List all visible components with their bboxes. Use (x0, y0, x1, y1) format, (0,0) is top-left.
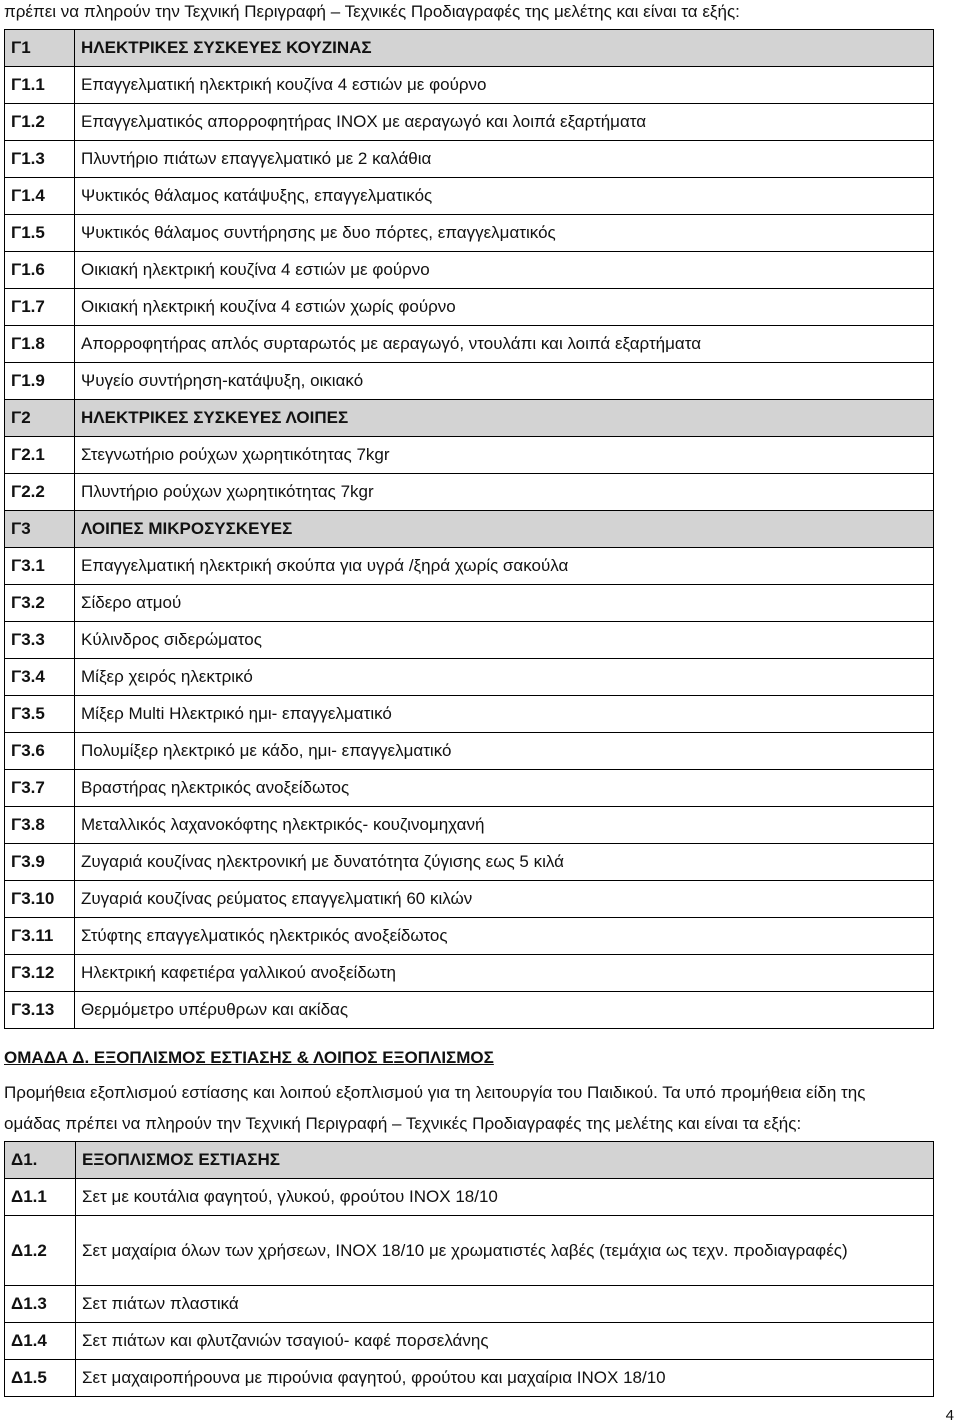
equipment-table-d (4, 1141, 934, 1397)
table-row (5, 141, 934, 178)
table-row (5, 1179, 934, 1216)
item-description: Πλυντήριο ρούχων χωρητικότητας 7kgr (75, 474, 934, 511)
table-section-header (5, 30, 934, 67)
item-code: Γ1.3 (5, 141, 75, 178)
table-row (5, 918, 934, 955)
item-description: Σετ με κουτάλια φαγητού, γλυκού, φρούτου INOX 18/10 (76, 1179, 934, 1216)
table-row (5, 881, 934, 918)
item-code: Γ1.5 (5, 215, 75, 252)
item-code: Γ3.5 (5, 696, 75, 733)
item-code: Γ3.11 (5, 918, 75, 955)
item-description: ΗΛΕΚΤΡΙΚΕΣ ΣΥΣΚΕΥΕΣ ΛΟΙΠΕΣ (75, 400, 934, 437)
item-description: Μεταλλικός λαχανοκόφτης ηλεκτρικός- κουζινομηχανή (75, 807, 934, 844)
table-row (5, 733, 934, 770)
item-code: Γ1.4 (5, 178, 75, 215)
item-description: Μίξερ Multi Ηλεκτρικό ημι- επαγγελματικό (75, 696, 934, 733)
item-description: Επαγγελματική ηλεκτρική κουζίνα 4 εστιών με φούρνο (75, 67, 934, 104)
item-code: Γ3.12 (5, 955, 75, 992)
item-code: Γ3.2 (5, 585, 75, 622)
item-description: Στύφτης επαγγελματικός ηλεκτρικός ανοξείδωτος (75, 918, 934, 955)
table-section-header (5, 400, 934, 437)
item-code: Γ3.6 (5, 733, 75, 770)
item-description: Ζυγαριά κουζίνας ηλεκτρονική με δυνατότητα ζύγισης εως 5 κιλά (75, 844, 934, 881)
table-row (5, 548, 934, 585)
item-description: Επαγγελματική ηλεκτρική σκούπα για υγρά /ξηρά χωρίς σακούλα (75, 548, 934, 585)
item-description: Κύλινδρος σιδερώματος (75, 622, 934, 659)
item-description: Σετ πιάτων πλαστικά (76, 1286, 934, 1323)
item-description: Επαγγελματικός απορροφητήρας INOX με αεραγωγό και λοιπά εξαρτήματα (75, 104, 934, 141)
item-description: Απορροφητήρας απλός συρταρωτός με αεραγωγό, ντουλάπι και λοιπά εξαρτήματα (75, 326, 934, 363)
table-row (5, 104, 934, 141)
table-row (5, 622, 934, 659)
item-description: Μίξερ χειρός ηλεκτρικό (75, 659, 934, 696)
table-row (5, 659, 934, 696)
item-description: ΗΛΕΚΤΡΙΚΕΣ ΣΥΣΚΕΥΕΣ ΚΟΥΖΙΝΑΣ (75, 30, 934, 67)
item-description: ΛΟΙΠΕΣ ΜΙΚΡΟΣΥΣΚΕΥΕΣ (75, 511, 934, 548)
item-code: Δ1.5 (5, 1360, 76, 1397)
item-description: Ηλεκτρική καφετιέρα γαλλικού ανοξείδωτη (75, 955, 934, 992)
table-row (5, 1216, 934, 1286)
item-code: Γ1.7 (5, 289, 75, 326)
table-row (5, 437, 934, 474)
item-description: Ψυκτικός θάλαμος κατάψυξης, επαγγελματικός (75, 178, 934, 215)
table-row (5, 807, 934, 844)
table-section-header (5, 1142, 934, 1179)
item-description: Πλυντήριο πιάτων επαγγελματικό με 2 καλάθια (75, 141, 934, 178)
item-code: Γ2 (5, 400, 75, 437)
item-code: Γ3.13 (5, 992, 75, 1029)
item-description: Οικιακή ηλεκτρική κουζίνα 4 εστιών χωρίς φούρνο (75, 289, 934, 326)
item-description: Οικιακή ηλεκτρική κουζίνα 4 εστιών με φούρνο (75, 252, 934, 289)
item-code: Δ1.4 (5, 1323, 76, 1360)
item-code: Δ1.1 (5, 1179, 76, 1216)
item-code: Δ1. (5, 1142, 76, 1179)
item-description: Ψυκτικός θάλαμος συντήρησης με δυο πόρτες, επαγγελματικός (75, 215, 934, 252)
item-code: Γ3.9 (5, 844, 75, 881)
equipment-table-g (4, 29, 934, 1029)
item-code: Γ1.9 (5, 363, 75, 400)
table-row (5, 252, 934, 289)
item-code: Γ3.3 (5, 622, 75, 659)
group-d-paragraph-line2: ομάδας πρέπει να πληρούν την Τεχνική Περιγραφή – Τεχνικές Προδιαγραφές της μελέτης και είναι τα εξής: (4, 1114, 802, 1133)
table-row (5, 289, 934, 326)
table-row (5, 992, 934, 1029)
table-row (5, 1286, 934, 1323)
item-description: Σετ μαχαιροπήρουνα με πιρούνια φαγητού, φρούτου και μαχαίρια INOX 18/10 (76, 1360, 934, 1397)
item-code: Γ2.1 (5, 437, 75, 474)
item-description: Ψυγείο συντήρηση-κατάψυξη, οικιακό (75, 363, 934, 400)
table-row (5, 67, 934, 104)
item-code: Γ1 (5, 30, 75, 67)
item-code: Γ1.2 (5, 104, 75, 141)
item-description: Ζυγαριά κουζίνας ρεύματος επαγγελματική 60 κιλών (75, 881, 934, 918)
item-description: Σετ πιάτων και φλυτζανιών τσαγιού- καφέ πορσελάνης (76, 1323, 934, 1360)
item-description: Σίδερο ατμού (75, 585, 934, 622)
item-code: Γ3.4 (5, 659, 75, 696)
item-description: Σετ μαχαίρια όλων των χρήσεων, INOX 18/10 με χρωματιστές λαβές (τεμάχια ως τεχν. προδιαγραφές) (76, 1216, 934, 1286)
table-row (5, 363, 934, 400)
table-row (5, 178, 934, 215)
item-description: Βραστήρας ηλεκτρικός ανοξείδωτος (75, 770, 934, 807)
item-code: Γ3.7 (5, 770, 75, 807)
item-code: Γ3.10 (5, 881, 75, 918)
item-code: Γ1.8 (5, 326, 75, 363)
table-row (5, 326, 934, 363)
table-row (5, 474, 934, 511)
item-code: Γ3 (5, 511, 75, 548)
item-description: ΕΞΟΠΛΙΣΜΟΣ ΕΣΤΙΑΣΗΣ (76, 1142, 934, 1179)
item-description: Θερμόμετρο υπέρυθρων και ακίδας (75, 992, 934, 1029)
item-description: Στεγνωτήριο ρούχων χωρητικότητας 7kgr (75, 437, 934, 474)
item-code: Γ1.6 (5, 252, 75, 289)
item-code: Γ1.1 (5, 67, 75, 104)
table-row (5, 1360, 934, 1397)
page-number: 4 (945, 1407, 954, 1424)
table-row (5, 215, 934, 252)
intro-text: πρέπει να πληρούν την Τεχνική Περιγραφή – Τεχνικές Προδιαγραφές της μελέτης και είναι τα εξής: (4, 2, 740, 21)
item-code: Γ2.2 (5, 474, 75, 511)
table-row (5, 955, 934, 992)
item-code: Γ3.8 (5, 807, 75, 844)
table-row (5, 1323, 934, 1360)
table-row (5, 844, 934, 881)
group-d-title: ΟΜΑΔΑ Δ. ΕΞΟΠΛΙΣΜΟΣ ΕΣΤΙΑΣΗΣ & ΛΟΙΠΟΣ ΕΞΟΠΛΙΣΜΟΣ (4, 1048, 494, 1067)
item-description: Πολυμίξερ ηλεκτρικό με κάδο, ημι- επαγγελματικό (75, 733, 934, 770)
table-row (5, 696, 934, 733)
item-code: Γ3.1 (5, 548, 75, 585)
item-code: Δ1.3 (5, 1286, 76, 1323)
table-section-header (5, 511, 934, 548)
group-d-paragraph-line1: Προμήθεια εξοπλισμού εστίασης και λοιπού εξοπλισμού για τη λειτουργία του Παιδικού. Τα υπό προμήθεια είδη της (4, 1083, 866, 1102)
table-row (5, 585, 934, 622)
item-code: Δ1.2 (5, 1216, 76, 1286)
table-row (5, 770, 934, 807)
